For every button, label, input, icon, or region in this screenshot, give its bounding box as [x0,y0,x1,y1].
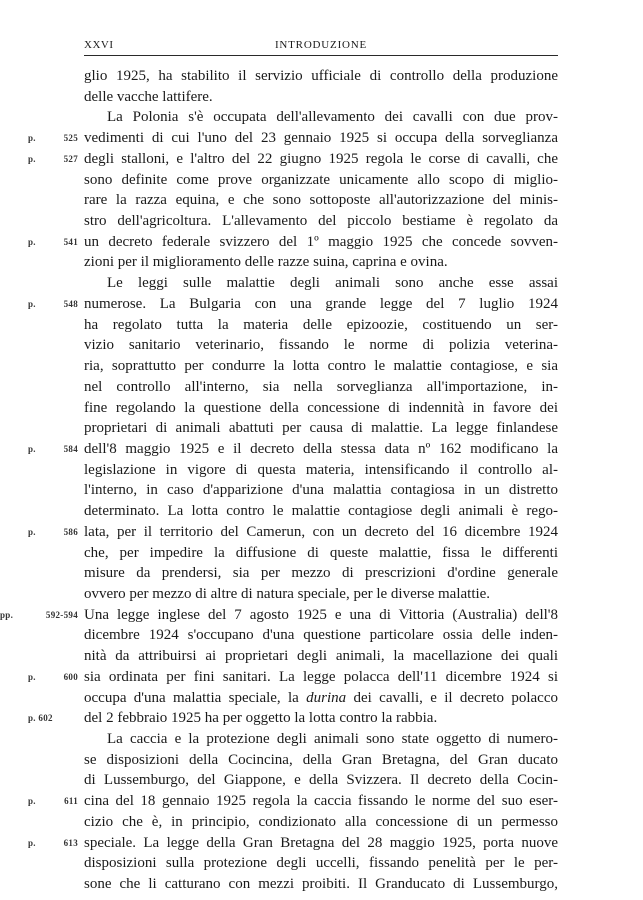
text-line-content: proprietari di animali abattuti per causa di malattie. La legge finlandese [84,420,558,437]
text-line-content: che, per impedire la diffusione di queste malattie, fissa le differenti [84,544,558,561]
margin-page-reference: p. 548 [28,298,78,309]
text-line-content: vizio sanitario veterinario, fissando le norme di polizia veterina- [84,337,558,354]
text-line-content: degli stalloni, e l'altro del 22 giugno 1925 regola le corse di cavalli, che [84,150,558,167]
text-line-content: La caccia e la protezione degli animali sono state oggetto di numero- [107,731,558,747]
text-line [84,418,558,439]
text-line-content: speciale. La legge della Gran Bretagna del 28 maggio 1925, porta nuove [84,834,558,851]
text-line-content: fine regolando la questione della concessione di indennità in favore dei [84,399,558,416]
text-line-content: di Lussemburgo, del Giappone, e della Svizzera. Il decreto della Cocin- [84,772,558,789]
text-line [84,688,558,709]
text-line-content: glio 1925, ha stabilito il servizio ufficiale di controllo della produzione [84,68,558,84]
text-line [84,211,558,232]
text-line-content: ria, soprattutto per condurre la lotta contro le malattie contagiose, e sia [84,358,558,375]
text-line [84,170,558,191]
text-line [28,128,558,149]
text-line [84,356,558,377]
text-line [84,646,558,667]
text-line [84,584,558,605]
text-line [84,563,558,584]
margin-page-reference: p. 586 [28,526,78,537]
text-line [84,190,558,211]
text-line-content: misure da prendersi, sia per mezzo di prescrizioni d'ordine generale [84,565,558,582]
text-line-content: l'interno, in caso d'apparizione d'una malattia contagiosa in un distretto [84,482,558,499]
body-text [0,66,558,895]
margin-page-reference: p. 541 [28,236,78,247]
text-line [0,605,558,626]
margin-page-reference: pp. 592-594 [0,609,78,620]
text-line [84,853,558,874]
text-line [84,335,558,356]
text-line-content: occupa d'una malattia speciale, la durina dei cavalli, e il decreto polacco [84,689,558,706]
running-title: INTRODUZIONE [274,39,368,51]
text-line [28,833,558,854]
text-line-content: numerose. La Bulgaria con una grande legge del 7 luglio 1924 [84,295,558,312]
text-line-content: sia ordinata per fini sanitari. La legge polacca dell'11 dicembre 1924 si [84,668,558,685]
text-line-content: disposizioni sulla protezione degli uccelli, fissando penelità per le per- [84,855,558,872]
margin-page-reference: p. 602 [28,713,53,724]
text-line-content: nità da attribuirsi ai proprietari degli animali, la macellazione dei quali [84,648,558,665]
text-line-content: cina del 18 gennaio 1925 regola la caccia fissando le norme del suo eser- [84,793,558,810]
text-line-content: legislazione in vigore di questa materia, intensificando il controllo al- [84,461,558,478]
text-line-content: Una legge inglese del 7 agosto 1925 e una di Vittoria (Australia) dell'8 [84,606,558,623]
margin-page-reference: p. 613 [28,837,78,848]
text-line [84,625,558,646]
text-line [84,729,558,750]
text-line [84,480,558,501]
text-line [28,294,558,315]
text-line [84,750,558,771]
page-number: XXVI [84,39,114,51]
text-line [28,232,558,253]
text-line-content: ovvero per mezzo di altre di natura speciale, per le diverse malattie. [84,585,491,602]
text-line [84,66,558,87]
text-line-content: Le leggi sulle malattie degli animali sono anche esse assai [107,275,558,292]
text-line-content: determinato. La lotta contro le malattie contagiose degli animali è rego- [84,503,558,520]
text-line-content: dicembre 1924 s'occupano d'una questione particolare ossia delle inden- [84,627,558,644]
margin-page-reference: p. 600 [28,671,78,682]
text-line-content: zioni per il miglioramento delle razze suina, caprina e ovina. [84,254,448,271]
text-line [84,501,558,522]
margin-page-reference: p. 525 [28,133,78,144]
text-line-content: stro dell'agricoltura. L'allevamento del piccolo bestiame è regolato da [84,213,558,230]
text-line [84,398,558,419]
text-line-content: vedimenti di cui l'uno del 23 gennaio 1925 si occupa della sorveglianza [84,130,558,147]
text-line [28,791,558,812]
text-line [84,252,558,273]
text-line [84,770,558,791]
text-line [28,149,558,170]
text-line-content: La Polonia s'è occupata dell'allevamento dei cavalli con due prov- [107,109,558,126]
text-line-content: delle vacche lattifere. [84,88,213,105]
margin-page-reference: p. 584 [28,443,78,454]
text-line-content: cizio che è, in principio, condizionato alla concessione di un permesso [84,813,558,830]
text-line-content: lata, per il territorio del Camerun, con un decreto del 16 dicembre 1924 [84,523,558,540]
text-line [84,874,558,895]
text-line [28,667,558,688]
text-line [84,812,558,833]
margin-page-reference: p. 527 [28,153,78,164]
text-line-content: un decreto federale svizzero del 1º maggio 1925 che concede sovven- [84,233,558,250]
text-line-content: del 2 febbraio 1925 ha per oggetto la lotta contro la rabbia. [84,710,438,727]
text-line [84,273,558,294]
italic-term: durina [306,689,347,706]
text-line-content: ha regolato tutta la materia delle epizoozie, costituendo un ser- [84,316,558,333]
text-line [28,522,558,543]
margin-page-reference: p. 611 [28,796,78,807]
text-line-content: sono definite come prove organizzate unicamente allo scopo di miglio- [84,171,558,188]
text-line [84,460,558,481]
text-line-content: nel controllo all'interno, sia nella sorveglianza all'importazione, in- [84,378,558,395]
text-line-content: rare la razza equina, e che sono sottoposte all'autorizzazione del minis- [84,192,558,209]
text-line [28,708,558,729]
text-line [84,543,558,564]
text-line [84,315,558,336]
text-line-content: se disposizioni della Cocincina, della Gran Bretagna, del Gran ducato [84,751,558,768]
text-line [84,87,558,108]
text-line-content: dell'8 maggio 1925 e il decreto della stessa data nº 162 modificano la [84,440,558,457]
text-line-content: sone che li catturano con mezzi proibiti. Il Granducato di Lussemburgo, [84,876,558,893]
text-line [28,439,558,460]
running-header [84,37,558,56]
text-line [84,107,558,128]
text-line [84,377,558,398]
